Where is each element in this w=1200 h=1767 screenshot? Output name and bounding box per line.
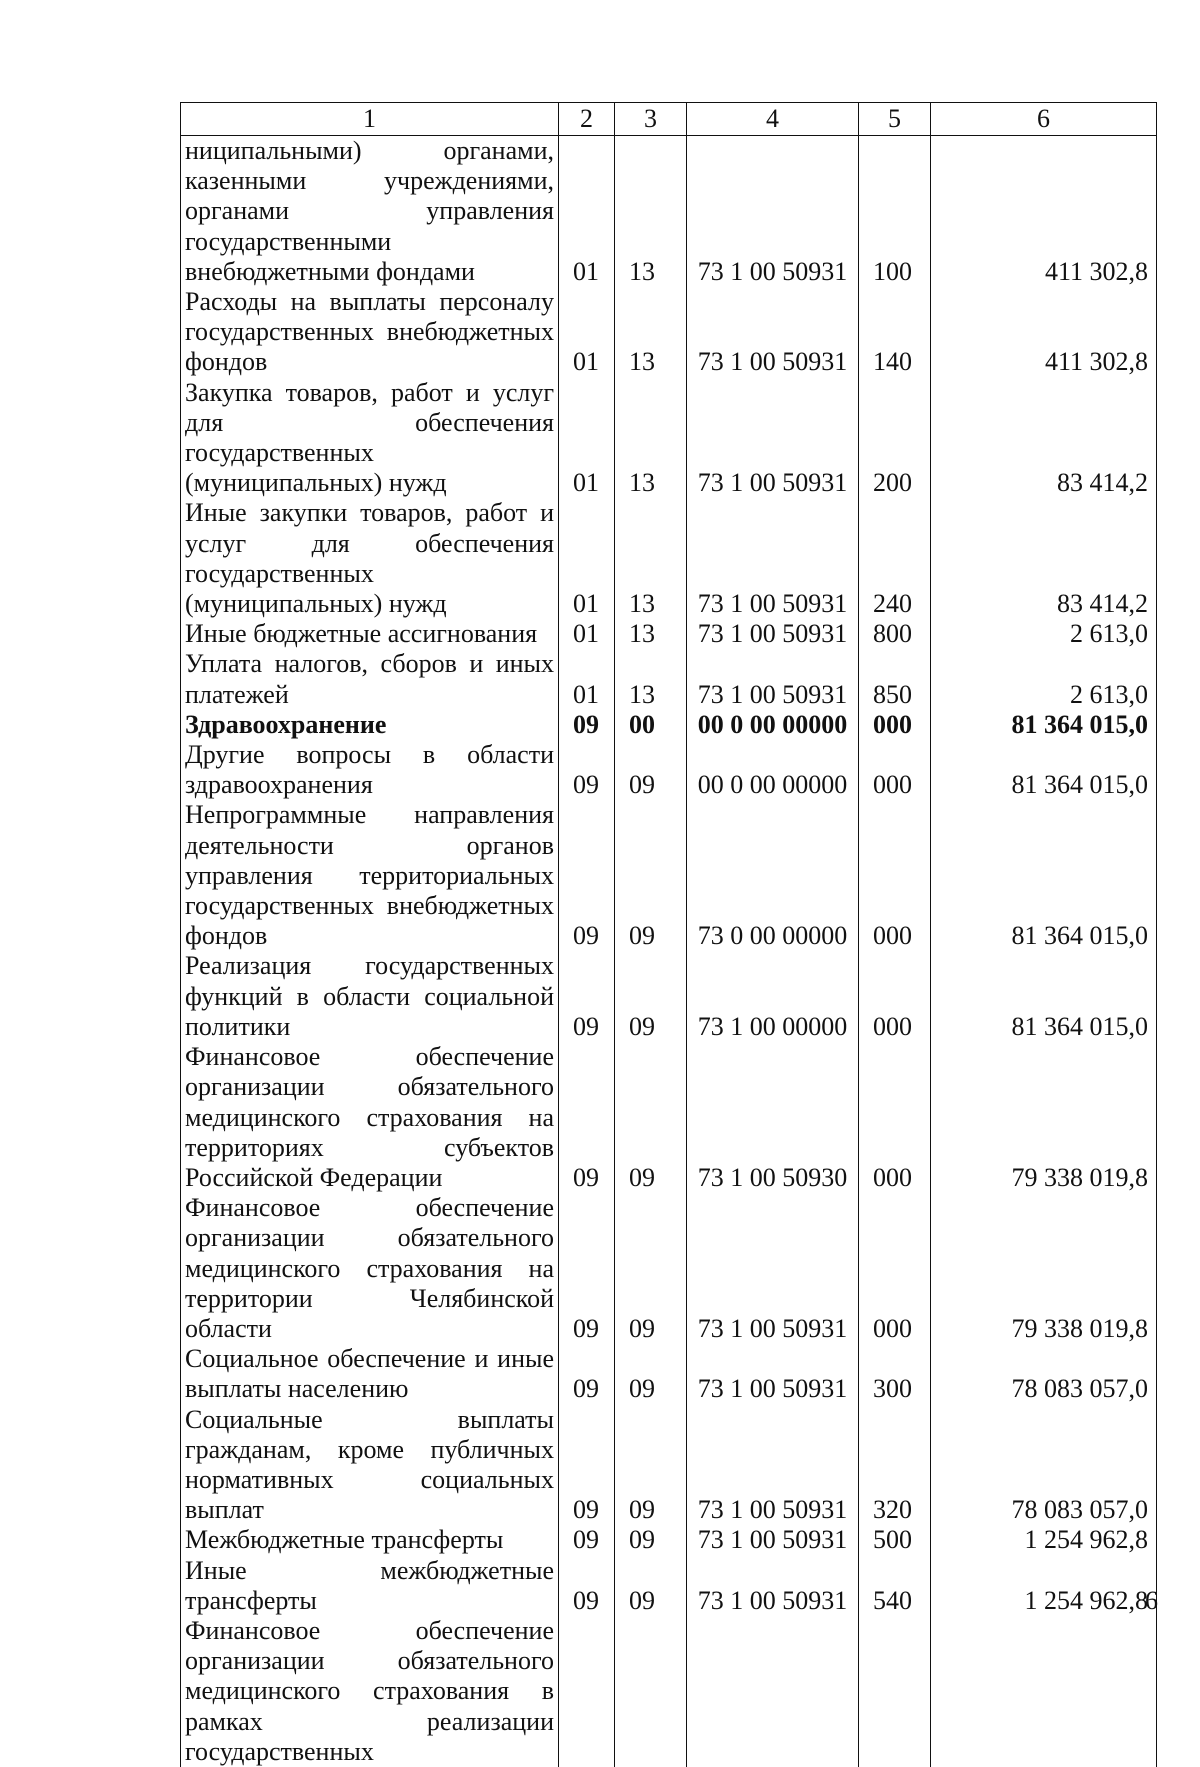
- row-expense-type: 850: [859, 649, 931, 709]
- row-target-article: 73 1 00 50930: [687, 1042, 859, 1193]
- row-expense-type: 540: [859, 1556, 931, 1616]
- table-row: [181, 378, 1157, 499]
- row-description: Межбюджетные трансферты: [181, 1525, 559, 1555]
- row-section-code: 09: [559, 1525, 615, 1555]
- table-row: [181, 710, 1157, 740]
- row-section-code: 01: [559, 136, 615, 288]
- row-description: Реализация государственных функций в области социальной политики: [181, 951, 559, 1042]
- row-section-code: 09: [559, 951, 615, 1042]
- budget-table: [180, 102, 1157, 1767]
- row-section-code: 09: [559, 1193, 615, 1344]
- row-description: Финансовое обеспечение организации обязательного медицинского страхования на территориях субъектов Российской Федерации: [181, 1042, 559, 1193]
- row-expense-type: [859, 1616, 931, 1767]
- table-row: [181, 1525, 1157, 1555]
- table-row: [181, 1193, 1157, 1344]
- table-row: [181, 136, 1157, 288]
- row-amount: 78 083 057,0: [931, 1344, 1157, 1404]
- row-section-code: 09: [559, 710, 615, 740]
- table-row: [181, 649, 1157, 709]
- row-description: Уплата налогов, сборов и иных платежей: [181, 649, 559, 709]
- row-expense-type: 000: [859, 951, 931, 1042]
- row-section-code: 01: [559, 498, 615, 619]
- row-description: Иные закупки товаров, работ и услуг для обеспечения государственных (муниципальных) нужд: [181, 498, 559, 619]
- row-target-article: 73 1 00 50931: [687, 136, 859, 288]
- row-expense-type: 100: [859, 136, 931, 288]
- header-row: [181, 103, 1157, 136]
- row-description: Расходы на выплаты персоналу государственных внебюджетных фондов: [181, 287, 559, 378]
- row-section-code: 09: [559, 800, 615, 951]
- row-description: Финансовое обеспечение организации обязательного медицинского страхования в рамках реализации государственных: [181, 1616, 559, 1767]
- row-section-code: 01: [559, 649, 615, 709]
- table-row: [181, 619, 1157, 649]
- table-row: [181, 1344, 1157, 1404]
- row-amount: 1 254 962,8: [931, 1556, 1157, 1616]
- row-target-article: 73 0 00 00000: [687, 800, 859, 951]
- row-section-code: 09: [559, 740, 615, 800]
- page-number: 6: [1145, 1586, 1158, 1615]
- table-body: [181, 136, 1157, 1767]
- row-section-code: 09: [559, 1556, 615, 1616]
- row-expense-type: 000: [859, 800, 931, 951]
- row-target-article: 00 0 00 00000: [687, 740, 859, 800]
- row-expense-type: 000: [859, 1042, 931, 1193]
- row-section-code: 09: [559, 1042, 615, 1193]
- row-target-article: 73 1 00 50931: [687, 1405, 859, 1526]
- table-row: [181, 800, 1157, 951]
- row-description: Другие вопросы в области здравоохранения: [181, 740, 559, 800]
- row-amount: 83 414,2: [931, 378, 1157, 499]
- row-amount: 79 338 019,8: [931, 1193, 1157, 1344]
- table-row: [181, 287, 1157, 378]
- row-subsection-code: 13: [615, 287, 687, 378]
- row-amount: 81 364 015,0: [931, 951, 1157, 1042]
- row-expense-type: 000: [859, 1193, 931, 1344]
- row-amount: 411 302,8: [931, 136, 1157, 288]
- row-target-article: 73 1 00 50931: [687, 498, 859, 619]
- header-cell-1: 1: [181, 103, 559, 136]
- table-row: [181, 740, 1157, 800]
- row-amount: 79 338 019,8: [931, 1042, 1157, 1193]
- table-row: [181, 1616, 1157, 1767]
- row-subsection-code: 09: [615, 740, 687, 800]
- row-section-code: 01: [559, 619, 615, 649]
- header-cell-2: 2: [559, 103, 615, 136]
- row-subsection-code: 13: [615, 498, 687, 619]
- row-expense-type: 200: [859, 378, 931, 499]
- row-expense-type: 000: [859, 710, 931, 740]
- row-subsection-code: [615, 1616, 687, 1767]
- row-section-code: 01: [559, 287, 615, 378]
- row-target-article: 73 1 00 50931: [687, 1344, 859, 1404]
- header-cell-4: 4: [687, 103, 859, 136]
- row-subsection-code: 09: [615, 800, 687, 951]
- row-amount: 1 254 962,8: [931, 1525, 1157, 1555]
- row-subsection-code: 13: [615, 649, 687, 709]
- row-subsection-code: 09: [615, 1193, 687, 1344]
- row-subsection-code: 09: [615, 1405, 687, 1526]
- row-description: Финансовое обеспечение организации обязательного медицинского страхования на территории Челябинской области: [181, 1193, 559, 1344]
- row-section-code: [559, 1616, 615, 1767]
- row-subsection-code: 09: [615, 1556, 687, 1616]
- row-section-code: 09: [559, 1344, 615, 1404]
- row-target-article: 73 1 00 50931: [687, 1525, 859, 1555]
- row-subsection-code: 09: [615, 951, 687, 1042]
- row-description: Закупка товаров, работ и услуг для обеспечения государственных (муниципальных) нужд: [181, 378, 559, 499]
- row-subsection-code: 13: [615, 378, 687, 499]
- row-target-article: 73 1 00 50931: [687, 619, 859, 649]
- row-expense-type: 800: [859, 619, 931, 649]
- row-target-article: 73 1 00 50931: [687, 649, 859, 709]
- table-row: [181, 951, 1157, 1042]
- row-target-article: 73 1 00 50931: [687, 1193, 859, 1344]
- row-amount: 2 613,0: [931, 649, 1157, 709]
- row-description: ниципальными) органами, казенными учреждениями, органами управления государственными внебюджетными фондами: [181, 136, 559, 288]
- table-row: [181, 1042, 1157, 1193]
- row-amount: 81 364 015,0: [931, 710, 1157, 740]
- row-expense-type: 240: [859, 498, 931, 619]
- row-subsection-code: 13: [615, 619, 687, 649]
- header-cell-5: 5: [859, 103, 931, 136]
- row-target-article: 00 0 00 00000: [687, 710, 859, 740]
- row-target-article: 73 1 00 50931: [687, 287, 859, 378]
- row-expense-type: 500: [859, 1525, 931, 1555]
- row-expense-type: 320: [859, 1405, 931, 1526]
- row-expense-type: 000: [859, 740, 931, 800]
- row-description: Иные бюджетные ассигнования: [181, 619, 559, 649]
- table-row: [181, 498, 1157, 619]
- row-amount: 78 083 057,0: [931, 1405, 1157, 1526]
- table-row: [181, 1405, 1157, 1526]
- row-section-code: 09: [559, 1405, 615, 1526]
- row-description: Иные межбюджетные трансферты: [181, 1556, 559, 1616]
- row-subsection-code: 09: [615, 1525, 687, 1555]
- row-amount: [931, 1616, 1157, 1767]
- header-cell-3: 3: [615, 103, 687, 136]
- row-target-article: 73 1 00 50931: [687, 1556, 859, 1616]
- header-cell-6: 6: [931, 103, 1157, 136]
- row-subsection-code: 09: [615, 1344, 687, 1404]
- row-target-article: 73 1 00 00000: [687, 951, 859, 1042]
- row-target-article: 73 1 00 50931: [687, 378, 859, 499]
- row-subsection-code: 09: [615, 1042, 687, 1193]
- row-description: Социальное обеспечение и иные выплаты населению: [181, 1344, 559, 1404]
- row-description: Непрограммные направления деятельности органов управления территориальных государственных внебюджетных фондов: [181, 800, 559, 951]
- row-expense-type: 140: [859, 287, 931, 378]
- row-description: Здравоохранение: [181, 710, 559, 740]
- row-amount: 81 364 015,0: [931, 740, 1157, 800]
- row-subsection-code: 00: [615, 710, 687, 740]
- row-amount: 83 414,2: [931, 498, 1157, 619]
- row-amount: 411 302,8: [931, 287, 1157, 378]
- row-amount: 81 364 015,0: [931, 800, 1157, 951]
- row-section-code: 01: [559, 378, 615, 499]
- row-target-article: [687, 1616, 859, 1767]
- table-row: [181, 1556, 1157, 1616]
- row-amount: 2 613,0: [931, 619, 1157, 649]
- row-subsection-code: 13: [615, 136, 687, 288]
- row-expense-type: 300: [859, 1344, 931, 1404]
- row-description: Социальные выплаты гражданам, кроме публичных нормативных социальных выплат: [181, 1405, 559, 1526]
